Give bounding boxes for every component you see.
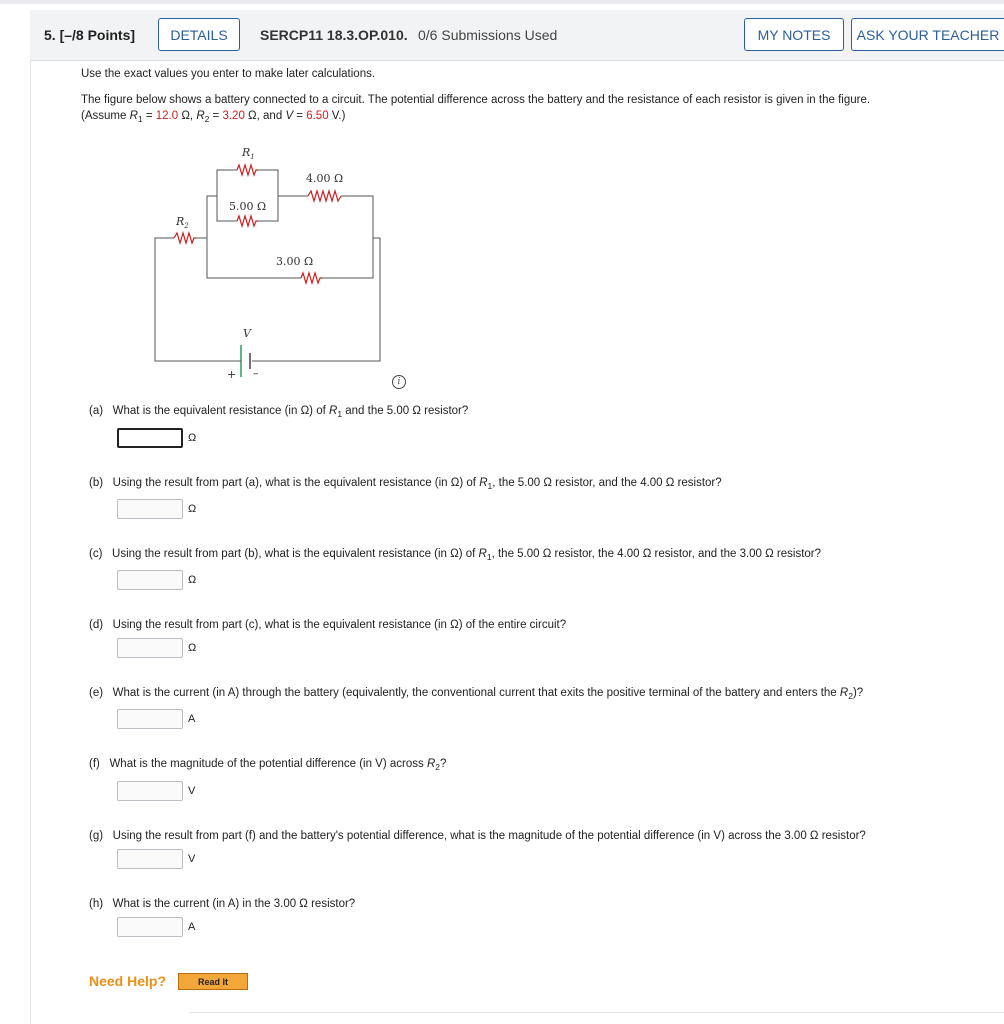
question-a-text: (a) What is the equivalent resistance (in Ω) of $R_1$ and the 5.00 Ω resistor?	[89, 405, 469, 419]
battery	[241, 345, 250, 377]
answer-input-g[interactable]	[117, 849, 183, 869]
unit-label-h: A	[188, 921, 196, 933]
unit-label-e: A	[188, 713, 196, 725]
submissions-count: 0/6 Submissions Used	[418, 27, 558, 43]
left-border	[30, 60, 31, 1024]
ask-your-teacher-button[interactable]: ASK YOUR TEACHER	[851, 18, 1004, 51]
r2-label: $R_2$	[176, 215, 189, 230]
battery-plus-label: +	[227, 368, 237, 381]
question-header	[30, 10, 1004, 61]
answer-input-f[interactable]	[117, 781, 183, 801]
answer-input-a[interactable]	[117, 428, 183, 448]
r1-value: 12.0	[155, 110, 179, 122]
r1-label: $R_1$	[242, 146, 255, 161]
question-b-text: (b) Using the result from part (a), what is the equivalent resistance (in Ω) of $R_1$, the 5.00 Ω resistor, and the 4.00 Ω resistor?	[89, 477, 722, 491]
question-g-text: (g) Using the result from part (f) and the battery's potential difference, what is the magnitude of the potential difference (in V) across the 3.00 Ω resistor?	[89, 830, 866, 842]
answer-input-d[interactable]	[117, 638, 183, 658]
r1-resistor	[237, 165, 258, 175]
answer-input-e[interactable]	[117, 709, 183, 729]
question-c-text: (c) Using the result from part (b), what is the equivalent resistance (in Ω) of $R_1$, the 5.00 Ω resistor, the 4.00 Ω resistor, and the 3.00 Ω resistor?	[89, 548, 822, 562]
answer-input-b[interactable]	[117, 499, 183, 519]
problem-code: SERCP11 18.3.OP.010.	[260, 27, 408, 43]
instruction-text: Use the exact values you enter to make later calculations.	[81, 68, 376, 80]
need-help-label: Need Help?	[89, 973, 167, 989]
res-500-resistor	[237, 216, 258, 226]
res-400-resistor	[308, 191, 341, 201]
unit-label-f: V	[188, 785, 196, 797]
question-e-text: (e) What is the current (in A) through the battery (equivalently, the conventional current that exits the positive terminal of the battery and enters the $R_2$)?	[89, 687, 864, 701]
r2-value: 3.20	[222, 110, 245, 122]
unit-label-g: V	[188, 853, 196, 865]
unit-label-a: Ω	[188, 432, 197, 444]
answer-input-h[interactable]	[117, 917, 183, 937]
res-400-label: 4.00 Ω	[306, 172, 344, 185]
res-500-label: 5.00 Ω	[229, 200, 267, 213]
answer-input-c[interactable]	[117, 570, 183, 590]
bottom-divider	[190, 1012, 1004, 1013]
v-value: 6.50	[306, 110, 329, 122]
res-300-label: 3.00 Ω	[276, 255, 314, 268]
question-number: 5. [–/8 Points]	[44, 27, 136, 43]
details-button[interactable]: DETAILS	[158, 18, 240, 51]
unit-label-b: Ω	[188, 503, 197, 515]
read-it-button[interactable]: Read It	[178, 973, 248, 990]
battery-minus-label: –	[253, 367, 259, 380]
info-icon[interactable]: i	[392, 375, 406, 389]
question-f-text: (f) What is the magnitude of the potential difference (in V) across $R_2$?	[89, 758, 447, 772]
my-notes-button[interactable]: MY NOTES	[744, 18, 844, 51]
unit-label-c: Ω	[188, 574, 197, 586]
r2-resistor	[174, 233, 196, 243]
question-h-text: (h) What is the current (in A) in the 3.00 Ω resistor?	[89, 898, 356, 910]
res-300-resistor	[301, 273, 322, 283]
problem-description: The figure below shows a battery connected to a circuit. The potential difference across the battery and the resistance of each resistor is given in the figure.	[81, 94, 871, 106]
circuit-figure	[140, 140, 400, 390]
question-d-text: (d) Using the result from part (c), what is the equivalent resistance (in Ω) of the entire circuit?	[89, 619, 567, 631]
battery-v-label: V	[243, 327, 251, 340]
unit-label-d: Ω	[188, 642, 197, 654]
top-strip	[0, 0, 1004, 4]
given-values: (Assume $R_1 = 12.0$ Ω, $R_2 = 3.20$ Ω, and V = 6.50 V.)	[81, 110, 346, 124]
